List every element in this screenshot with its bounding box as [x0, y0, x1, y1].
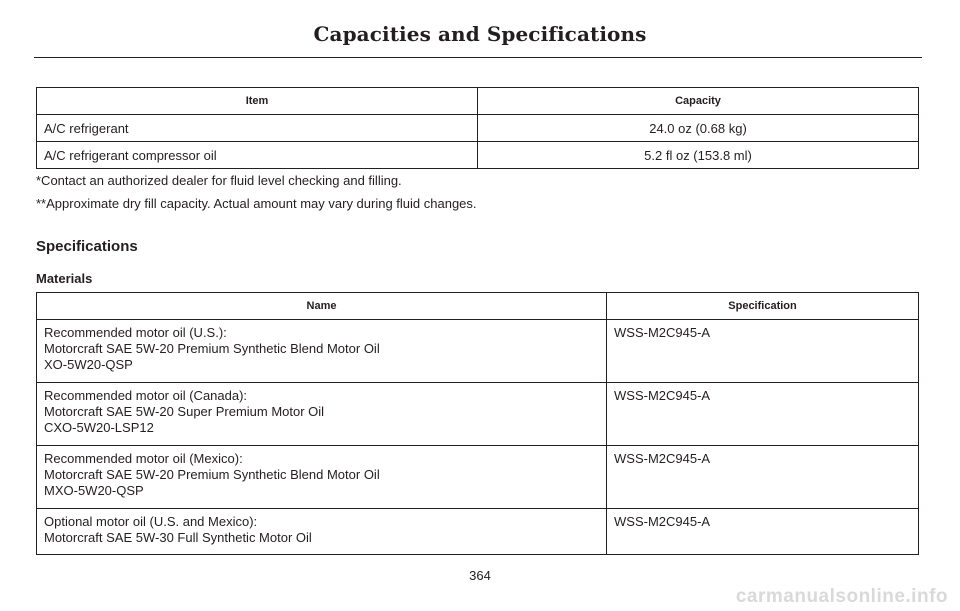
section-heading-specifications: Specifications [36, 238, 138, 255]
table-row [37, 383, 919, 446]
materials-table [36, 292, 919, 555]
oil-name-cell [37, 383, 607, 446]
header-divider [34, 57, 922, 58]
column-header-capacity: Capacity [478, 88, 919, 115]
item-cell: A/C refrigerant compressor oil [37, 142, 478, 169]
specification-cell: WSS-M2C945-A [607, 383, 919, 446]
table-header-row [37, 293, 919, 320]
oil-name-line: Motorcraft SAE 5W-30 Full Synthetic Motor Oil [44, 530, 312, 545]
capacity-cell: 24.0 oz (0.68 kg) [478, 115, 919, 142]
oil-name-line: Motorcraft SAE 5W-20 Premium Synthetic Blend Motor Oil [44, 467, 380, 482]
column-header-item: Item [37, 88, 478, 115]
table-row [37, 320, 919, 383]
oil-name-line: Motorcraft SAE 5W-20 Premium Synthetic Blend Motor Oil [44, 341, 380, 356]
page-header [0, 0, 960, 60]
oil-name-line: Recommended motor oil (Mexico): [44, 451, 243, 466]
oil-name-cell [37, 509, 607, 555]
oil-name-line: Optional motor oil (U.S. and Mexico): [44, 514, 258, 529]
footnote-dealer: *Contact an authorized dealer for fluid level checking and filling. [36, 173, 402, 188]
column-header-name: Name [37, 293, 607, 320]
specification-cell: WSS-M2C945-A [607, 320, 919, 383]
capacity-cell: 5.2 fl oz (153.8 ml) [478, 142, 919, 169]
table-header-row [37, 88, 919, 115]
page-title: Capacities and Specifications [313, 22, 647, 46]
oil-name-line: XO-5W20-QSP [44, 357, 133, 372]
page-number: 364 [469, 568, 491, 583]
oil-name-line: Recommended motor oil (U.S.): [44, 325, 227, 340]
table-row [37, 115, 919, 142]
footnote-dry-fill: **Approximate dry fill capacity. Actual amount may vary during fluid changes. [36, 196, 477, 211]
table-row [37, 446, 919, 509]
oil-name-line: Motorcraft SAE 5W-20 Super Premium Motor Oil [44, 404, 325, 419]
oil-name-line: Recommended motor oil (Canada): [44, 388, 248, 403]
table-row [37, 509, 919, 555]
oil-name-cell [37, 320, 607, 383]
subsection-heading-materials: Materials [36, 271, 93, 286]
capacity-table [36, 87, 919, 169]
oil-name-line: CXO-5W20-LSP12 [44, 420, 154, 435]
oil-name-line: MXO-5W20-QSP [44, 483, 144, 498]
column-header-specification: Specification [607, 293, 919, 320]
specification-cell: WSS-M2C945-A [607, 446, 919, 509]
specification-cell: WSS-M2C945-A [607, 509, 919, 555]
oil-name-cell [37, 446, 607, 509]
item-cell: A/C refrigerant [37, 115, 478, 142]
watermark: carmanualsonline.info [735, 586, 948, 607]
table-row [37, 142, 919, 169]
